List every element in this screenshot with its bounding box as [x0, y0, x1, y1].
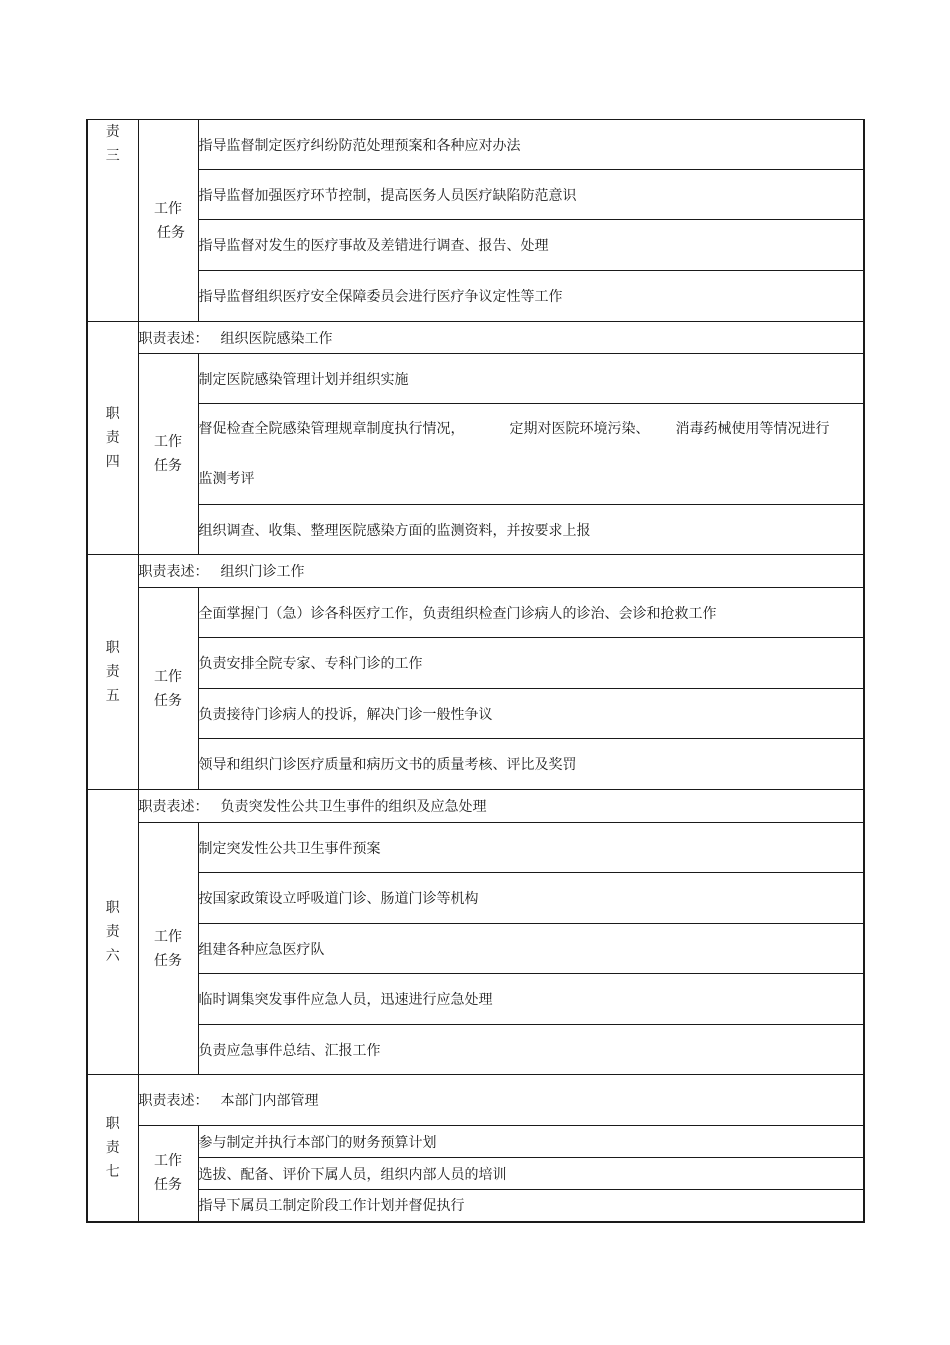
table-row — [87, 1126, 864, 1158]
table-row — [87, 823, 864, 873]
duty-label-4: 职 责 四 — [87, 322, 138, 555]
duty-label-7: 职 责 七 — [87, 1075, 138, 1222]
work-task-label: 工作 任务 — [138, 1126, 198, 1222]
task-item: 负责安排全院专家、专科门诊的工作 — [198, 638, 864, 689]
task-item: 领导和组织门诊医疗质量和病历文书的质量考核、评比及奖罚 — [198, 739, 864, 790]
task-item: 制定医院感染管理计划并组织实施 — [198, 354, 864, 404]
work-task-label: 工作 任务 — [138, 120, 198, 322]
task-item: 负责应急事件总结、汇报工作 — [198, 1025, 864, 1075]
task-item: 参与制定并执行本部门的财务预算计划 — [198, 1126, 864, 1158]
duty-description: 职责表述： 本部门内部管理 — [138, 1075, 864, 1126]
task-item: 选拔、配备、评价下属人员，组织内部人员的培训 — [198, 1158, 864, 1190]
duty-label-6: 职 责 六 — [87, 790, 138, 1075]
task-item: 负责接待门诊病人的投诉，解决门诊一般性争议 — [198, 689, 864, 739]
duty-description: 职责表述： 组织医院感染工作 — [138, 322, 864, 354]
table-row — [87, 739, 864, 790]
task-item: 督促检查全院感染管理规章制度执行情况， 定期对医院环境污染、 消毒药械使用等情况进行 监测考评 — [198, 404, 864, 505]
table-row — [87, 271, 864, 322]
task-item: 组建各种应急医疗队 — [198, 924, 864, 974]
duty-label-5: 职 责 五 — [87, 555, 138, 790]
task-item: 临时调集突发事件应急人员，迅速进行应急处理 — [198, 974, 864, 1025]
task-item: 指导监督制定医疗纠纷防范处理预案和各种应对办法 — [198, 120, 864, 170]
task-item: 指导监督组织医疗安全保障委员会进行医疗争议定性等工作 — [198, 271, 864, 322]
task-item: 指导监督对发生的医疗事故及差错进行调查、报告、处理 — [198, 220, 864, 271]
table-row — [87, 1190, 864, 1222]
task-item: 制定突发性公共卫生事件预案 — [198, 823, 864, 873]
duty-description: 职责表述： 组织门诊工作 — [138, 555, 864, 588]
table-row — [87, 1158, 864, 1190]
table-row — [87, 220, 864, 271]
table-row — [87, 588, 864, 638]
table-row — [87, 322, 864, 354]
task-item: 指导监督加强医疗环节控制，提高医务人员医疗缺陷防范意识 — [198, 170, 864, 220]
table-row — [87, 689, 864, 739]
table-row — [87, 1075, 864, 1126]
table-row — [87, 404, 864, 505]
table-row — [87, 873, 864, 924]
table-row — [87, 1025, 864, 1075]
table-row — [87, 120, 864, 170]
work-task-label: 工作 任务 — [138, 588, 198, 790]
table-row — [87, 505, 864, 555]
table-row — [87, 924, 864, 974]
work-task-label: 工作 任务 — [138, 823, 198, 1075]
work-task-label: 工作 任务 — [138, 354, 198, 555]
table-row — [87, 974, 864, 1025]
table-row — [87, 354, 864, 404]
table-row — [87, 790, 864, 823]
table-row — [87, 170, 864, 220]
duty-label-3: 责 三 — [87, 120, 138, 322]
task-item: 指导下属员工制定阶段工作计划并督促执行 — [198, 1190, 864, 1222]
table-row — [87, 638, 864, 689]
duty-table — [86, 119, 865, 1223]
task-item: 按国家政策设立呼吸道门诊、肠道门诊等机构 — [198, 873, 864, 924]
task-item: 组织调查、收集、整理医院感染方面的监测资料，并按要求上报 — [198, 505, 864, 555]
duty-description: 职责表述： 负责突发性公共卫生事件的组织及应急处理 — [138, 790, 864, 823]
table-row — [87, 555, 864, 588]
task-item: 全面掌握门（急）诊各科医疗工作，负责组织检查门诊病人的诊治、会诊和抢救工作 — [198, 588, 864, 638]
